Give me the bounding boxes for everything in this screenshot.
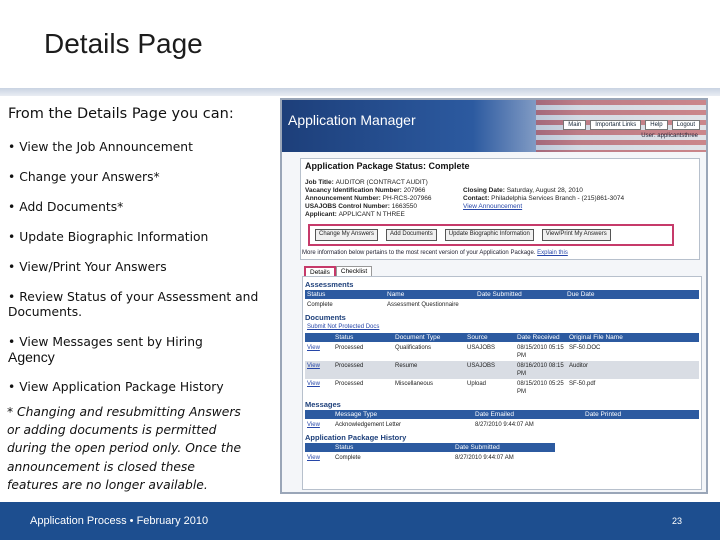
bullet-text: View Messages sent by Hiring [19, 335, 203, 349]
main-button[interactable]: Main [563, 120, 586, 130]
add-documents-button[interactable]: Add Documents [386, 229, 437, 241]
footer-text: Application Process • February 2010 [30, 515, 209, 527]
bullet-continuation: Agency [8, 349, 55, 365]
application-manager-screenshot [280, 98, 708, 494]
applicant-row: Applicant: APPLICANT N THREE [305, 211, 405, 218]
intro-text: From the Details Page you can: [8, 106, 234, 122]
banner-title: Application Manager [288, 112, 416, 128]
view-announcement-link[interactable]: View Announcement [463, 203, 523, 210]
view-print-answers-button[interactable]: View/Print My Answers [542, 229, 611, 241]
table-row: Complete Assessment Questionnaire [307, 302, 459, 308]
bullet-item: • Update Biographic Information [8, 230, 209, 244]
announcement-row: Announcement Number: PH-RCS-207966 Contact: Philadelphia Services Branch - (215)861-3074 [305, 195, 625, 202]
view-link[interactable]: View [307, 422, 320, 428]
tab-details[interactable]: Details [304, 266, 336, 279]
package-heading: Application Package Status: Complete [305, 161, 470, 171]
update-bio-button[interactable]: Update Biographic Information [445, 229, 534, 241]
bullet-column [8, 106, 270, 410]
bullet-text: View the Job Announcement [19, 140, 193, 154]
bullet-text: View Application Package History [19, 380, 224, 394]
banner [282, 100, 706, 152]
bullet-text: View/Print Your Answers [19, 260, 167, 274]
submit-docs-link[interactable]: Submit Not Protected Docs [307, 324, 380, 330]
details-panel [302, 276, 702, 490]
bullet-item: • Change your Answers* [8, 170, 160, 184]
change-answers-button[interactable]: Change My Answers [315, 229, 378, 241]
footer-bar [0, 502, 720, 540]
view-link[interactable]: View [307, 381, 320, 387]
view-link[interactable]: View [307, 363, 320, 369]
bullet-item: • View the Job Announcement [8, 140, 193, 154]
important-links-button[interactable]: Important Links [590, 120, 641, 130]
tab-checklist[interactable]: Checklist [336, 266, 372, 279]
bullet-item: • Add Documents* [8, 200, 124, 214]
table-row: View Processed Resume USAJOBS 08/16/2010 08:15 PM Auditor [305, 361, 699, 379]
explain-link[interactable]: Explain this [537, 250, 568, 256]
vacancy-row: Vacancy Identification Number: 207966 Closing Date: Saturday, August 28, 2010 [305, 187, 583, 194]
user-label: User: applicantsthree [641, 133, 698, 139]
view-link[interactable]: View [307, 345, 320, 351]
help-button[interactable]: Help [645, 120, 667, 130]
submit-docs-link-row [305, 322, 699, 332]
bullet-text: Change your Answers* [19, 170, 160, 184]
more-info-text: More information below pertains to the most recent version of your Application Package. Explain this [302, 250, 568, 256]
bullet-item: • View Messages sent by Hiring Agency [8, 335, 270, 365]
assessments-header: Status Name Date Submitted Due Date [305, 290, 699, 299]
bullet-item: • View Application Package History [8, 380, 224, 394]
slide-title: Details Page [44, 28, 203, 59]
bullet-text: Update Biographic Information [19, 230, 209, 244]
documents-title: Documents [305, 313, 346, 322]
top-nav [563, 120, 700, 130]
bullet-text: Review Status of your Assessment and Documents. [8, 290, 259, 319]
table-row: View Complete 8/27/2010 9:44:07 AM [307, 455, 514, 461]
bullet-item: • View/Print Your Answers [8, 260, 167, 274]
bullet-text: Add Documents* [19, 200, 124, 214]
table-row: View Processed Miscellaneous Upload 08/15/2010 05:25 PM SF-50.pdf [307, 381, 596, 395]
messages-title: Messages [305, 400, 341, 409]
table-row: View Processed Qualifications USAJOBS 08/15/2010 05:15 PM SF-50.DOC [307, 345, 601, 359]
history-header: Status Date Submitted [305, 443, 555, 452]
page-number: 23 [671, 516, 682, 526]
title-divider [0, 88, 720, 96]
history-title: Application Package History [305, 433, 407, 442]
messages-header: Message Type Date Emailed Date Printed [305, 410, 699, 419]
action-buttons [308, 224, 674, 246]
documents-header: Status Document Type Source Date Received Original File Name [305, 333, 699, 342]
usajobs-row: USAJOBS Control Number: 1663550 View Announcement [305, 203, 523, 210]
view-link[interactable]: View [307, 455, 320, 461]
bullet-item: • Review Status of your Assessment and Documents. [8, 290, 259, 319]
footnote: * Changing and resubmitting Answers or adding documents is permitted during the open period only. Once the announcement is closed these features are no longer available. [7, 405, 242, 492]
logout-button[interactable]: Logout [672, 120, 700, 130]
assessments-title: Assessments [305, 280, 354, 289]
table-row: View Acknowledgement Letter 8/27/2010 9:44:07 AM [307, 422, 534, 428]
job-title-row: Job Title: AUDITOR (CONTRACT AUDIT) [305, 179, 428, 186]
